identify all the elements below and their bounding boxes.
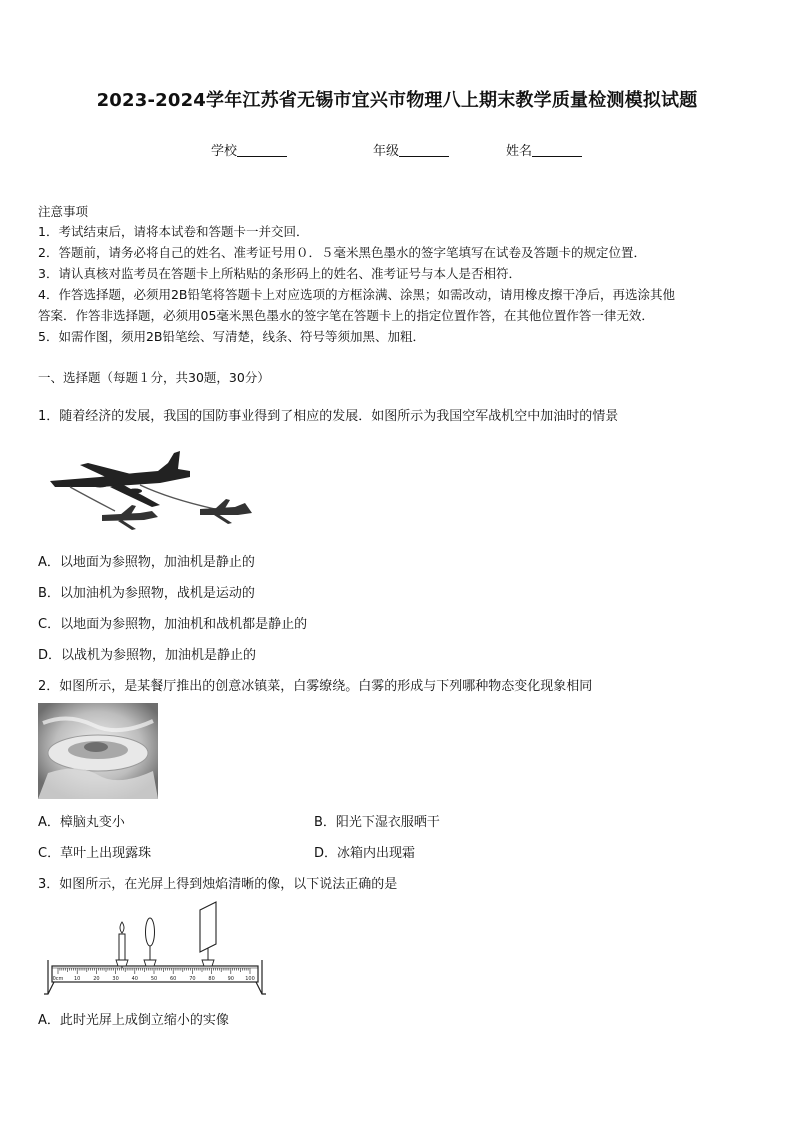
notes-heading: 注意事项 (38, 204, 89, 219)
note-item: 2．答题前，请务必将自己的姓名、准考证号用０．５毫米黑色墨水的签字笔填写在试卷及答题卡的规定位置． (38, 245, 646, 260)
note-item: 4．作答选择题，必须用2B铅笔将答题卡上对应选项的方框涂满、涂黑；如需改动，请用橡皮擦干净后，再选涂其他 (38, 287, 675, 302)
optical-bench-diagram (40, 898, 270, 1000)
note-item: 5．如需作图，须用2B铅笔绘、写清楚，线条、符号等须加黑、加粗． (38, 329, 425, 344)
ruler-label: 30 (112, 976, 119, 982)
ruler-label: 80 (208, 976, 215, 982)
note-item: 3．请认真核对监考员在答题卡上所粘贴的条形码上的姓名、准考证号与本人是否相符． (38, 266, 521, 281)
name-field (506, 140, 582, 159)
ruler-label: 90 (227, 976, 234, 982)
ruler-label: 0cm (52, 976, 64, 982)
ruler-label: 20 (93, 976, 100, 982)
question-2-option-b: B．阳光下湿衣服晒干 (314, 815, 440, 830)
grade-field (373, 140, 449, 159)
question-3-stem: 3．如图所示，在光屏上得到烛焰清晰的像，以下说法正确的是 (38, 877, 398, 892)
ruler-label: 40 (131, 976, 138, 982)
ruler-label: 10 (74, 976, 81, 982)
grade-blank (399, 143, 449, 157)
question-3-option-a: A．此时光屏上成倒立缩小的实像 (38, 1013, 229, 1028)
name-blank (532, 143, 582, 157)
question-1-stem: 1．随着经济的发展，我国的国防事业得到了相应的发展．如图所示为我国空军战机空中加油时的情景 (38, 409, 619, 424)
question-2-option-a: A．樟脑丸变小 (38, 815, 125, 830)
section-heading: 一、选择题（每题１分，共30题，30分） (38, 370, 270, 385)
ruler-label: 50 (150, 976, 158, 982)
note-item: 答案．作答非选择题，必须用05毫米黑色墨水的签字笔在答题卡上的指定位置作答，在其他位置作答一律无效． (38, 308, 654, 323)
refueling-aircraft-image (40, 443, 255, 538)
ice-dish-photo (38, 703, 158, 799)
question-2-option-d: D．冰箱内出现霜 (314, 846, 416, 861)
question-1-option-b: B．以加油机为参照物，战机是运动的 (38, 586, 255, 601)
question-2-stem: 2．如图所示，是某餐厅推出的创意冰镇菜，白雾缭绕。白雾的形成与下列哪种物态变化现象相同 (38, 679, 593, 694)
school-blank (237, 143, 287, 157)
page-title: 2023-2024学年江苏省无锡市宜兴市物理八上期末教学质量检测模拟试题 (96, 90, 698, 111)
question-1-option-c: C．以地面为参照物，加油机和战机都是静止的 (38, 617, 308, 632)
question-2-option-c: C．草叶上出现露珠 (38, 846, 152, 861)
school-field (211, 140, 287, 159)
grade-label: 年级 (373, 144, 400, 159)
question-1-option-d: D．以战机为参照物，加油机是静止的 (38, 648, 257, 663)
question-1-option-a: A．以地面为参照物，加油机是静止的 (38, 555, 255, 570)
name-label: 姓名 (506, 144, 533, 159)
ruler-label: 100 (245, 976, 255, 982)
note-item: 1．考试结束后，请将本试卷和答题卡一并交回． (38, 224, 309, 239)
school-label: 学校 (211, 144, 238, 159)
ruler-label: 60 (170, 976, 177, 982)
ruler-label: 70 (189, 976, 196, 982)
